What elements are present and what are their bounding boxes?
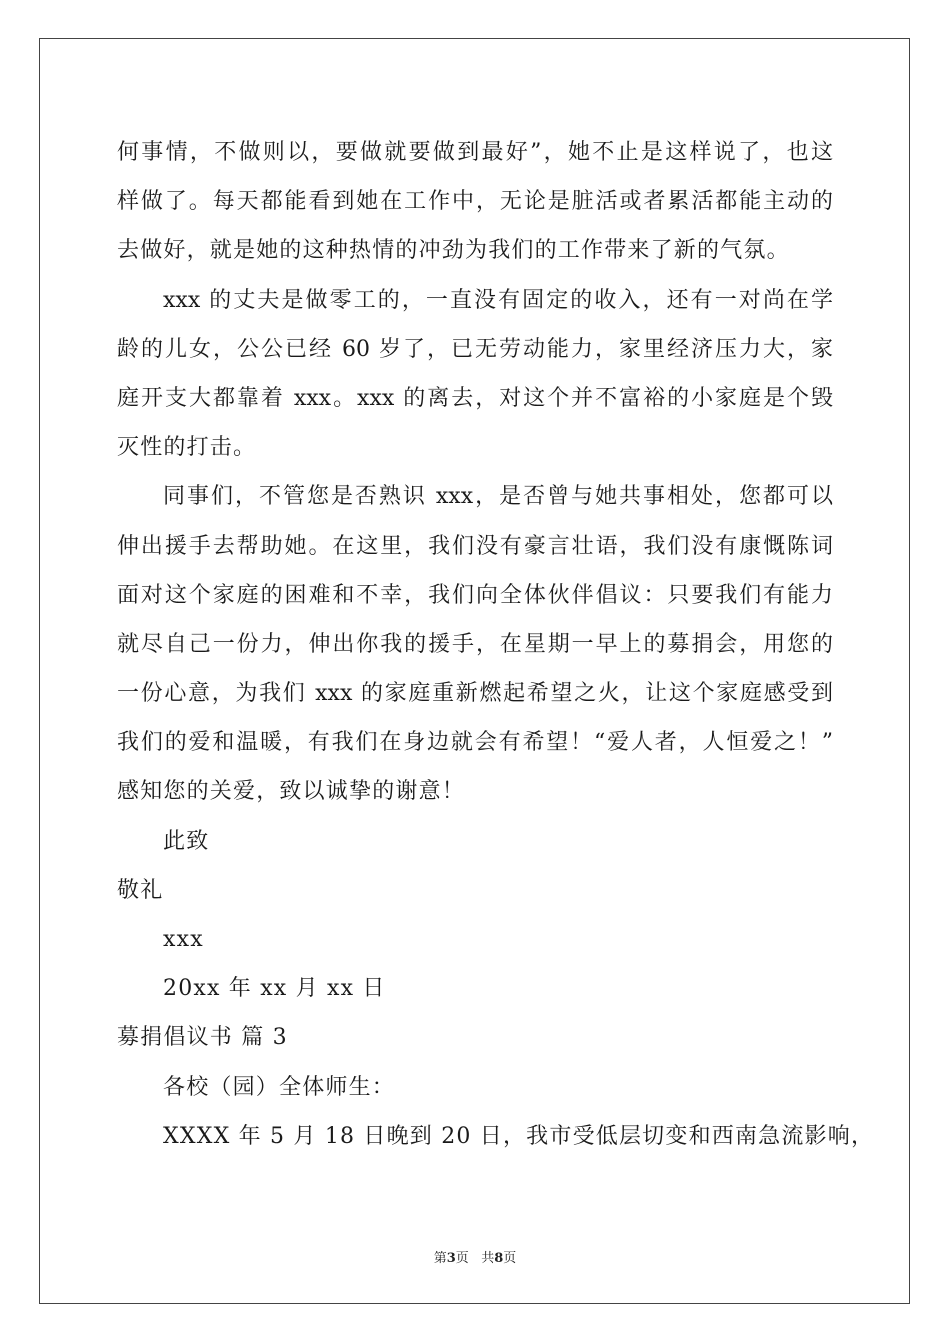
current-page-number: 3 — [446, 1251, 456, 1266]
text-line: 去做好，就是她的这种热情的冲劲为我们的工作带来了新的气氛。 — [117, 238, 790, 264]
text-line: 就尽自己一份力，伸出你我的援手，在星期一早上的募捐会，用您的 — [117, 631, 833, 657]
text-line: 灭性的打击。 — [117, 435, 257, 461]
addressee-line: 各校（园）全体师生： — [163, 1074, 396, 1100]
footer-mid: 页 共 — [455, 1251, 495, 1266]
text-line: 样做了。每天都能看到她在工作中，无论是脏活或者累活都能主动的 — [117, 189, 833, 215]
paragraph-start: 同事们，不管您是否熟识 xxx，是否曾与她共事相处，您都可以 — [163, 484, 833, 510]
footer-prefix: 第 — [433, 1251, 447, 1266]
page-footer — [0, 1247, 950, 1266]
text-line: 龄的儿女，公公已经 60 岁了，已无劳动能力，家里经济压力大，家 — [117, 336, 833, 362]
text-line: 一份心意，为我们 xxx 的家庭重新燃起希望之火，让这个家庭感受到 — [117, 681, 833, 707]
signature-name: xxx — [163, 927, 204, 952]
text-line: 感知您的关爱，致以诚挚的谢意！ — [117, 779, 466, 805]
document-body — [117, 128, 875, 1161]
signature-date: 20xx 年 xx 月 xx 日 — [163, 976, 386, 1002]
closing-salutation: 此致 — [163, 828, 210, 854]
paragraph-start: xxx 的丈夫是做零工的，一直没有固定的收入，还有一对尚在学 — [163, 287, 833, 313]
text-line: 面对这个家庭的困难和不幸，我们向全体伙伴倡议：只要我们有能力 — [117, 582, 833, 608]
text-line: 何事情，不做则以，要做就要做到最好”，她不止是这样说了，也这 — [117, 140, 833, 165]
section-heading: 募捐倡议书 篇 3 — [117, 1025, 288, 1051]
text-line: XXXX 年 5 月 18 日晚到 20 日，我市受低层切变和西南急流影响， — [163, 1123, 875, 1149]
text-line: 伸出援手去帮助她。在这里，我们没有豪言壮语，我们没有康慨陈词 — [117, 533, 833, 559]
text-line: 庭开支大都靠着 xxx。xxx 的离去，对这个并不富裕的小家庭是个毁 — [117, 385, 833, 411]
text-line: 我们的爱和温暖，有我们在身边就会有希望！“爱人者，人恒爱之！” — [117, 730, 833, 756]
closing-regards: 敬礼 — [117, 877, 164, 903]
footer-suffix: 页 — [503, 1251, 517, 1266]
total-page-number: 8 — [494, 1251, 504, 1266]
